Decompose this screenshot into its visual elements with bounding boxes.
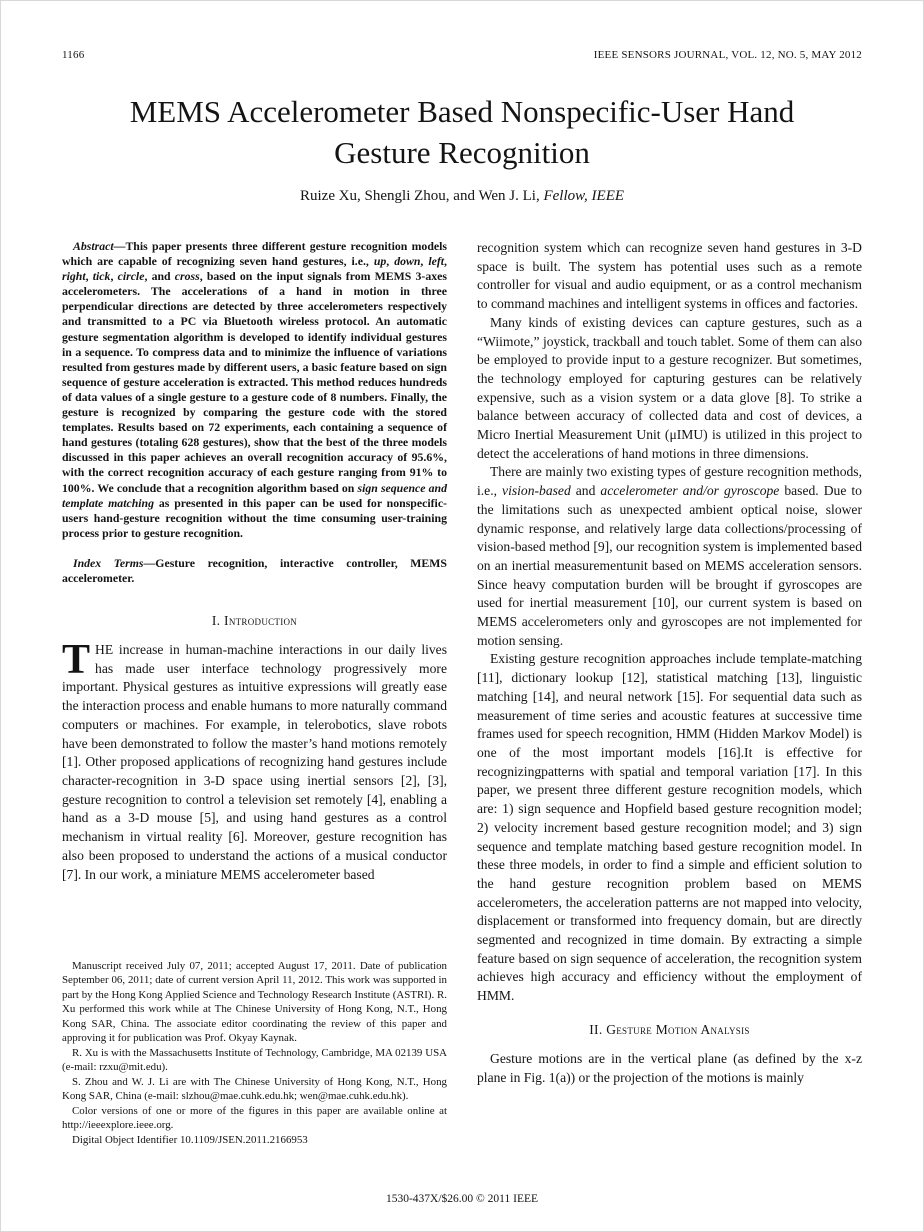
footnote-manuscript: Manuscript received July 07, 2011; accepted August 17, 2011. Date of publication September 06, 2011; date of current version April 11, 2012. This work was supported in part by the Hong Kong Applied Science and Technology Research Institute (ASTRI). R. Xu performed this work while at The Chinese University of Hong Kong, N.T., Hong Kong SAR, China. The associate editor coordinating the review of this paper and approving it for publication was Prof. Okyay Kaynak.: [62, 959, 447, 1044]
footnote-doi: Digital Object Identifier 10.1109/JSEN.2011.2166953: [72, 1133, 308, 1146]
footnote-authors-zhou-li: S. Zhou and W. J. Li are with The Chinese University of Hong Kong, N.T., Hong Kong SAR, China (e-mail: slzhou@mae.cuhk.edu.hk; wen@mae.cuhk.edu.hk).: [62, 1075, 447, 1102]
two-column-body: [62, 239, 862, 1151]
introduction-text: HE increase in human-machine interactions in our daily lives has made user interface technology progressively more important. Physical gestures as intuitive expressions will greatly ease the interaction process and enable humans to more naturally command computers or machines. For example, in telerobotics, slave robots have been demonstrated to follow the master’s hand motions remotely [1]. Other proposed applications of recognizing hand gestures include character-recognition in 3-D space using inertial sensors [2], [3], gesture recognition to control a television set remotely [4], enabling a hand as a 3-D mouse [5], and using hand gestures as a control mechanism in virtual reality [6]. Moreover, gesture recognition has also been proposed to understand the actions of a musical conductor [7]. In our work, a miniature MEMS accelerometer based: [62, 642, 447, 882]
journal-name: IEEE SENSORS JOURNAL, VOL. 12, NO. 5, MAY 2012: [593, 49, 862, 61]
author-names: Ruize Xu, Shengli Zhou, and Wen J. Li,: [299, 188, 544, 204]
paper-title: MEMS Accelerometer Based Nonspecific-User Hand Gesture Recognition: [129, 94, 795, 170]
authors-line: [62, 188, 862, 205]
paragraph-gesture-motions: Gesture motions are in the vertical plane (as defined by the x-z plane in Fig. 1(a)) or the projection of the motions is mainly: [477, 1050, 862, 1085]
paragraph-recognition-methods: There are mainly two existing types of gesture recognition methods, i.e., vision-based and accelerometer and/or gyroscope based. Due to the limitations such as unexpected ambient optical noise, slower dynamic response, and relatively large data collections/processing of vision-based method [9], our recognition system is implemented based on an inertial measurementunit based on MEMS acceleration sensors. Since heavy computation burden will be brought if gyroscopes are used for inertial measurement [10], our current system is based on MEMS accelerometers only and gyroscopes are not implemented for motion sensing.: [477, 464, 862, 648]
section-heading-introduction: I. Introduction: [211, 613, 298, 629]
section-heading-gesture-motion-analysis: II. Gesture Motion Analysis: [589, 1021, 750, 1037]
introduction-paragraph: [62, 637, 447, 884]
footnote-color-versions: Color versions of one or more of the figures in this paper are available online at http://ieeexplore.ieee.org.: [62, 1104, 447, 1131]
drop-cap: T: [62, 637, 91, 684]
index-terms-paragraph: Index Terms—Gesture recognition, interactive controller, MEMS accelerometer.: [62, 555, 447, 585]
running-head: [62, 49, 862, 61]
paragraph-capture-devices: Many kinds of existing devices can capture gestures, such as a “Wiimote,” joystick, trackball and touch tablet. Some of them can also be employed to provide input to a gesture recognizer. But sometimes, the technology employed for capturing gestures can be relatively expensive, such as a vision system or a data glove [8]. To strike a balance between accuracy of collected data and cost of devices, a Micro Inertial Measurement Unit (μIMU) is utilized in this project to detect the accelerations of hand motions in three dimensions.: [477, 314, 862, 461]
abstract-paragraph: Abstract—This paper presents three different gesture recognition models which are capable of recognizing seven hand gestures, i.e., up, down, left, right, tick, circle, and cross, based on the input signals from MEMS 3-axes accelerometers. The accelerations of a hand in motion in three perpendicular directions are detected by three accelerometers respectively and transmitted to a PC via Bluetooth wireless protocol. An automatic gesture segmentation algorithm is developed to identify individual gestures in a sequence. To compress data and to minimize the influence of variations resulted from gestures made by different users, a basic feature based on sign sequence of gesture acceleration is extracted. This method reduces hundreds of data values of a single gesture to a gesture code of 8 numbers. Finally, the gesture is recognized by comparing the gesture code with the stored templates. Results based on 72 experiments, each containing a sequence of hand gestures (totaling 628 gestures), show that the best of the three models discussed in this paper achieves an overall recognition accuracy of 95.6%, with the correct recognition accuracy of each gesture ranging from 91% to 100%. We conclude that a recognition algorithm based on sign sequence and template matching as presented in this paper can be used for nonspecific-users hand-gesture recognition without the time consuming user-training process prior to gesture recognition.: [62, 239, 448, 540]
paragraph-recognition-approaches: Existing gesture recognition approaches include template-matching [11], dictionary lookup [12], statistical matching [13], linguistic matching [14], and neural network [15]. For sequential data such as measurement of time series and acoustic features at successive time frames used for speech recognition, HMM (Hidden Markov Model) is one of the most important models [16].It is effective for recognizingpatterns with spatial and temporal variation [17]. In this paper, we present three different gesture recognition models, which are: 1) sign sequence and Hopfield based gesture recognition model; 2) velocity increment based gesture recognition model; and 3) sign sequence and template matching based gesture recognition model. In these three models, in order to find a simple and efficient solution to the hand gesture recognition problem based on MEMS accelerometers, the acceleration patterns are not mapped into velocity, displacement or transformed into frequency domain, but are directly segmented and recognized in time domain. By extracting a simple feature based on sign sequence of acceleration, the recognition system achieves high accuracy and efficiency without the employment of HMM.: [477, 651, 862, 1004]
footnote-block: [62, 959, 447, 1152]
page-number: 1166: [62, 49, 85, 61]
author-fellow-designation: Fellow, IEEE: [543, 188, 625, 204]
right-column: [477, 239, 862, 1151]
copyright-line: 1530-437X/$26.00 © 2011 IEEE: [385, 1193, 539, 1205]
left-column: [62, 239, 447, 1151]
paragraph-system-built: recognition system which can recognize seven hand gestures in 3-D space is built. The system has potential uses such as a remote controller for visual and audio equipment, or as a control mechanism to command machines and intelligent systems in offices and factories.: [477, 240, 862, 312]
footnote-author-rxu: R. Xu is with the Massachusetts Institute of Technology, Cambridge, MA 02139 USA (e-mail: rzxu@mit.edu).: [62, 1046, 447, 1073]
